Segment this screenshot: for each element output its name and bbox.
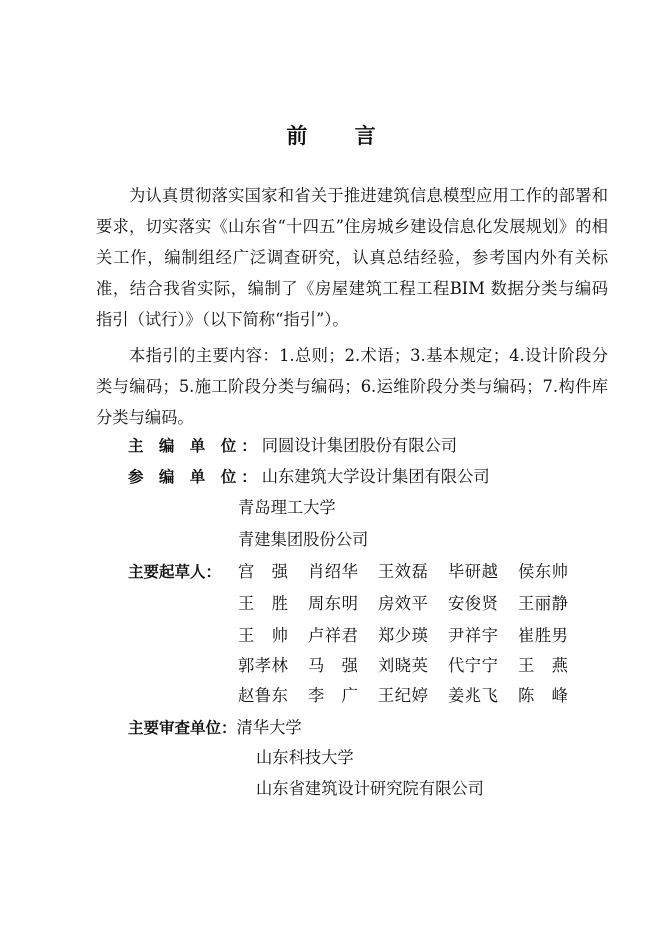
drafter-name: 赵鲁东 bbox=[238, 686, 289, 705]
participating-unit-item: 青岛理工大学 bbox=[238, 498, 336, 517]
participating-unit-item: 山东建筑大学设计集团有限公司 bbox=[261, 467, 490, 486]
review-unit-item: 山东省建筑设计研究院有限公司 bbox=[256, 779, 484, 798]
drafters-row bbox=[238, 562, 588, 582]
drafter-name: 王纪婷 bbox=[378, 686, 429, 705]
drafter-name: 王丽静 bbox=[518, 594, 569, 613]
drafter-name: 代宁宁 bbox=[448, 656, 499, 675]
drafter-name: 郑少瑛 bbox=[378, 626, 429, 645]
drafters-row bbox=[238, 626, 588, 646]
drafter-name: 安俊贤 bbox=[448, 594, 499, 613]
drafter-name: 王效磊 bbox=[378, 562, 429, 581]
drafters-label-row bbox=[128, 562, 221, 582]
participating-units-label: 参 编 单 位： bbox=[128, 468, 262, 486]
drafter-name: 尹祥宇 bbox=[448, 626, 499, 645]
drafter-name: 侯东帅 bbox=[518, 562, 569, 581]
review-units-label: 主要审查单位： bbox=[128, 719, 237, 737]
drafter-name: 宫 强 bbox=[238, 562, 289, 581]
drafter-name: 陈 峰 bbox=[518, 686, 569, 705]
drafters-label: 主要起草人： bbox=[128, 563, 222, 581]
contents-paragraph: 本指引的主要内容：1.总则；2.术语；3.基本规定；4.设计阶段分类与编码；5.施工阶段分类与编码；6.运维阶段分类与编码；7.构件库分类与编码。 bbox=[96, 346, 608, 427]
participating-unit-item: 青建集团股份公司 bbox=[238, 530, 369, 549]
review-units-row bbox=[128, 718, 302, 738]
drafter-name: 房效平 bbox=[378, 594, 429, 613]
drafter-name: 毕研越 bbox=[448, 562, 499, 581]
drafter-name: 卢祥君 bbox=[308, 626, 359, 645]
drafters-row bbox=[238, 656, 588, 676]
review-unit-item: 清华大学 bbox=[236, 718, 302, 737]
drafter-name: 马 强 bbox=[308, 656, 359, 675]
drafter-name: 王 帅 bbox=[238, 626, 289, 645]
drafter-name: 李 广 bbox=[308, 686, 359, 705]
drafter-name: 郭孝林 bbox=[238, 656, 289, 675]
intro-paragraph: 为认真贯彻落实国家和省关于推进建筑信息模型应用工作的部署和要求，切实落实《山东省“十四五”住房城乡建设信息化发展规划》的相关工作，编制组经广泛调查研究，认真总结经验，参考国内外有关标准，结合我省实际，编制了《房屋建筑工程工程BIM 数据分类与编码指引（试行）》（以下简称“指引”）。 bbox=[96, 186, 608, 329]
drafter-name: 肖绍华 bbox=[308, 562, 359, 581]
chief-unit-value: 同圆设计集团股份有限公司 bbox=[261, 436, 458, 455]
page-title: 前 言 bbox=[286, 123, 396, 148]
drafter-name: 周东明 bbox=[308, 594, 359, 613]
drafters-row bbox=[238, 686, 588, 706]
review-unit-item: 山东科技大学 bbox=[256, 748, 354, 767]
drafter-name: 姜兆飞 bbox=[448, 686, 499, 705]
chief-unit-row bbox=[128, 436, 457, 456]
drafter-name: 刘晓英 bbox=[378, 656, 429, 675]
participating-units-row bbox=[128, 467, 490, 487]
chief-unit-label: 主 编 单 位： bbox=[128, 437, 262, 455]
drafter-name: 崔胜男 bbox=[518, 626, 569, 645]
drafter-name: 王 燕 bbox=[518, 656, 569, 675]
drafters-row bbox=[238, 594, 588, 614]
drafter-name: 王 胜 bbox=[238, 594, 289, 613]
